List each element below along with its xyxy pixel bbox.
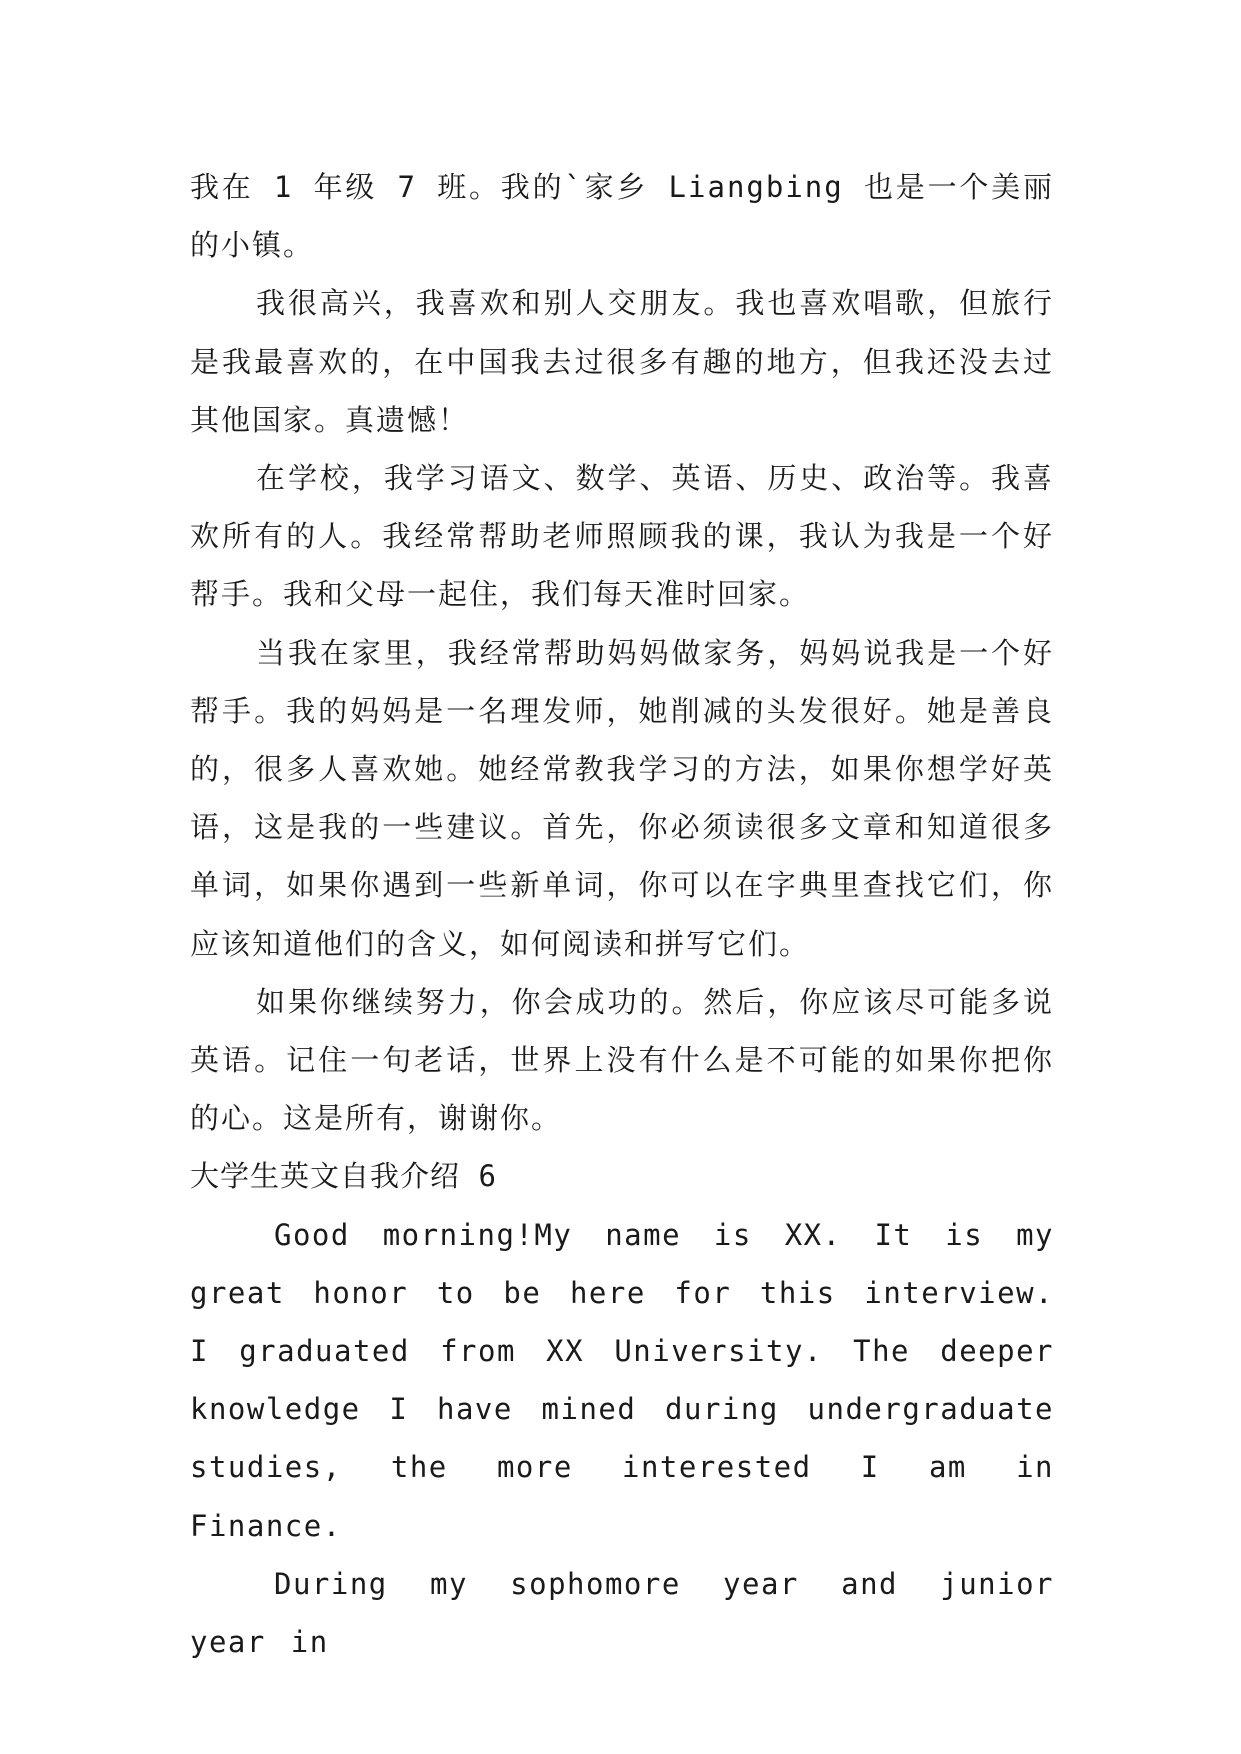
document-page [190, 158, 1054, 1671]
paragraph-hometown: 我在 1 年级 7 班。我的`家乡 Liangbing 也是一个美丽的小镇。 [190, 170, 1054, 263]
paragraph-english-sophomore: During my sophomore year and junior year in [190, 1566, 1054, 1660]
paragraph-school: 在学校，我学习语文、数学、英语、历史、政治等。我喜欢所有的人。我经常帮助老师照顾我的课，我认为我是一个好帮手。我和父母一起住，我们每天准时回家。 [190, 461, 1054, 612]
paragraph-english-intro: Good morning!My name is XX. It is my great honor to be here for this interview. I graduated from XX University. The deeper knowledge I have mined during undergraduate studies, the more interested I am in Finance. [190, 1217, 1054, 1543]
paragraph-closing: 如果你继续努力，你会成功的。然后，你应该尽可能多说英语。记住一句老话，世界上没有什么是不可能的如果你把你的心。这是所有，谢谢你。 [190, 984, 1054, 1136]
paragraph-home: 当我在家里，我经常帮助妈妈做家务，妈妈说我是一个好帮手。我的妈妈是一名理发师，她削减的头发很好。她是善良的，很多人喜欢她。她经常教我学习的方法，如果你想学好英语，这是我的一些建议。首先，你必须读很多文章和知道很多单词，如果你遇到一些新单词，你可以在字典里查找它们，你应该知道他们的含义，如何阅读和拼写它们。 [190, 635, 1054, 961]
section-heading: 大学生英文自我介绍 6 [190, 1159, 497, 1194]
paragraph-hobbies: 我很高兴，我喜欢和别人交朋友。我也喜欢唱歌，但旅行是我最喜欢的，在中国我去过很多有趣的地方，但我还没去过其他国家。真遗憾！ [190, 286, 1054, 437]
